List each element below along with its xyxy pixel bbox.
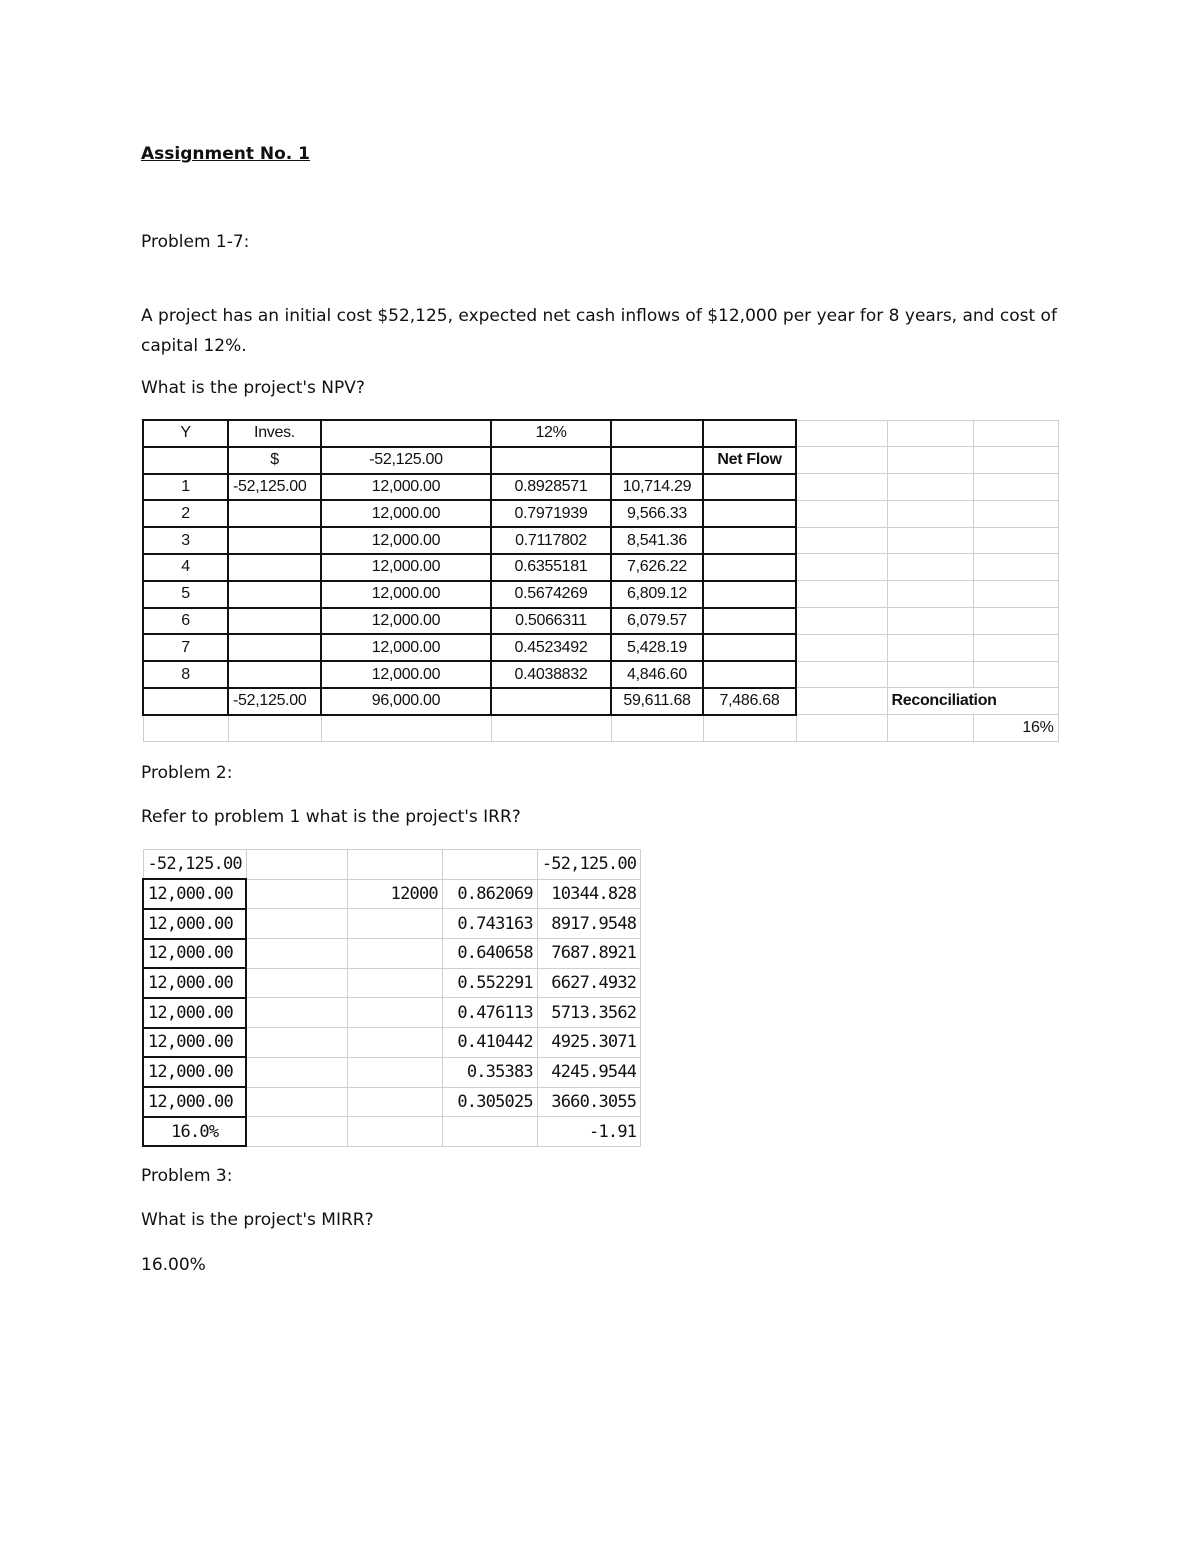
- table-cell: [887, 554, 973, 581]
- year-cell: 2: [143, 500, 228, 527]
- discount-factor-cell: 0.5674269: [491, 581, 611, 608]
- table-row: [143, 939, 641, 969]
- table-cell: [491, 688, 611, 715]
- table-cell: [321, 715, 491, 742]
- year-cell: 7: [143, 634, 228, 661]
- table-cell: [442, 1117, 537, 1147]
- table-cell: [347, 939, 442, 969]
- irr-table: [142, 849, 641, 1147]
- table-cell: $: [228, 447, 321, 474]
- problem2-question: Refer to problem 1 what is the project's IRR?: [141, 807, 521, 827]
- year-cell: 5: [143, 581, 228, 608]
- investment-cell: -52,125.00: [228, 474, 321, 501]
- table-cell: [347, 968, 442, 998]
- npv-rate-row: [143, 715, 1058, 742]
- table-cell: [703, 527, 796, 554]
- net-flow-label: Net Flow: [703, 447, 796, 474]
- present-value-cell: 7,626.22: [611, 554, 703, 581]
- table-cell: [887, 608, 973, 635]
- table-row: [143, 968, 641, 998]
- table-row: [143, 998, 641, 1028]
- table-cell: [887, 500, 973, 527]
- table-cell: [611, 715, 703, 742]
- table-cell: [347, 1087, 442, 1117]
- discount-factor-cell: 0.8928571: [491, 474, 611, 501]
- discount-factor-cell: 0.640658: [442, 939, 537, 969]
- present-value-cell: 9,566.33: [611, 500, 703, 527]
- table-cell: [887, 661, 973, 688]
- table-row: [143, 879, 641, 909]
- investment-cell: [228, 527, 321, 554]
- table-cell: [246, 998, 347, 1028]
- table-cell: [973, 661, 1058, 688]
- table-cell: [796, 420, 887, 447]
- table-cell: [973, 500, 1058, 527]
- table-cell: [143, 715, 228, 742]
- table-row: [143, 909, 641, 939]
- table-cell: [973, 474, 1058, 501]
- problem1-heading: Problem 1-7:: [141, 232, 250, 252]
- table-cell: [796, 527, 887, 554]
- table-row: [143, 1057, 641, 1087]
- table-cell: [246, 1028, 347, 1058]
- table-cell: -52,125.00: [537, 850, 640, 880]
- table-cell: [246, 1087, 347, 1117]
- irr-first-row: [143, 850, 641, 880]
- table-cell: [703, 474, 796, 501]
- discount-factor-cell: 0.743163: [442, 909, 537, 939]
- cashflow-cell: 12,000.00: [321, 554, 491, 581]
- year-cell: 6: [143, 608, 228, 635]
- present-value-cell: 5,428.19: [611, 634, 703, 661]
- page-title: Assignment No. 1: [141, 144, 310, 164]
- discount-factor-cell: 0.35383: [442, 1057, 537, 1087]
- cashflow-cell: 12,000.00: [143, 1057, 246, 1087]
- present-value-cell: 5713.3562: [537, 998, 640, 1028]
- table-cell: [491, 715, 611, 742]
- problem2-heading: Problem 2:: [141, 763, 233, 783]
- present-value-cell: 3660.3055: [537, 1087, 640, 1117]
- table-cell: [347, 909, 442, 939]
- table-row: [143, 634, 1058, 661]
- table-cell: [228, 715, 321, 742]
- present-value-cell: 10344.828: [537, 879, 640, 909]
- table-cell: [703, 661, 796, 688]
- investment-cell: [228, 500, 321, 527]
- total-investment-cell: -52,125.00: [228, 688, 321, 715]
- table-cell: [887, 474, 973, 501]
- table-cell: [973, 420, 1058, 447]
- table-row: [143, 527, 1058, 554]
- table-cell: [703, 634, 796, 661]
- cashflow-cell: 12,000.00: [321, 581, 491, 608]
- reconciliation-label: Reconciliation: [887, 688, 1058, 715]
- table-row: [143, 581, 1058, 608]
- table-cell: [887, 527, 973, 554]
- table-cell: [703, 715, 796, 742]
- table-cell: [347, 998, 442, 1028]
- cashflow-cell: 12,000.00: [143, 879, 246, 909]
- table-cell: 12000: [347, 879, 442, 909]
- discount-factor-cell: 0.552291: [442, 968, 537, 998]
- irr-result-row: [143, 1117, 641, 1147]
- table-cell: 12%: [491, 420, 611, 447]
- cashflow-cell: 12,000.00: [321, 500, 491, 527]
- present-value-cell: 8917.9548: [537, 909, 640, 939]
- table-cell: [347, 1057, 442, 1087]
- year-cell: 1: [143, 474, 228, 501]
- table-cell: [796, 554, 887, 581]
- problem3-question: What is the project's MIRR?: [141, 1210, 374, 1230]
- table-cell: [796, 474, 887, 501]
- investment-cell: [228, 554, 321, 581]
- investment-cell: [228, 634, 321, 661]
- table-cell: [703, 608, 796, 635]
- total-present-value-cell: 59,611.68: [611, 688, 703, 715]
- table-cell: [796, 688, 887, 715]
- present-value-cell: 4,846.60: [611, 661, 703, 688]
- table-cell: [143, 447, 228, 474]
- cashflow-cell: 12,000.00: [143, 968, 246, 998]
- cashflow-cell: 12,000.00: [143, 1087, 246, 1117]
- table-cell: [246, 1057, 347, 1087]
- discount-factor-cell: 0.7971939: [491, 500, 611, 527]
- table-cell: [973, 608, 1058, 635]
- table-cell: [442, 850, 537, 880]
- cashflow-cell: 12,000.00: [143, 998, 246, 1028]
- table-cell: [347, 1028, 442, 1058]
- table-row: [143, 500, 1058, 527]
- table-cell: -52,125.00: [321, 447, 491, 474]
- table-cell: [703, 420, 796, 447]
- present-value-cell: 6,809.12: [611, 581, 703, 608]
- table-cell: [796, 715, 887, 742]
- table-cell: [611, 447, 703, 474]
- cashflow-cell: 12,000.00: [321, 527, 491, 554]
- table-cell: [887, 581, 973, 608]
- table-cell: [321, 420, 491, 447]
- reconciliation-rate: 16%: [973, 715, 1058, 742]
- table-row: [143, 554, 1058, 581]
- table-cell: [887, 420, 973, 447]
- table-cell: -52,125.00: [143, 850, 246, 880]
- present-value-cell: 8,541.36: [611, 527, 703, 554]
- present-value-cell: 4925.3071: [537, 1028, 640, 1058]
- table-cell: [246, 1117, 347, 1147]
- year-cell: 4: [143, 554, 228, 581]
- table-cell: [887, 715, 973, 742]
- table-cell: [491, 447, 611, 474]
- table-row: [143, 1087, 641, 1117]
- discount-factor-cell: 0.305025: [442, 1087, 537, 1117]
- cashflow-cell: 12,000.00: [143, 909, 246, 939]
- table-cell: [246, 968, 347, 998]
- present-value-cell: 7687.8921: [537, 939, 640, 969]
- discount-factor-cell: 0.862069: [442, 879, 537, 909]
- cashflow-cell: 12,000.00: [321, 608, 491, 635]
- table-cell: [703, 581, 796, 608]
- table-row: [143, 1028, 641, 1058]
- npv-result-cell: 7,486.68: [703, 688, 796, 715]
- discount-factor-cell: 0.410442: [442, 1028, 537, 1058]
- year-cell: 8: [143, 661, 228, 688]
- problem3-heading: Problem 3:: [141, 1166, 233, 1186]
- present-value-cell: 6627.4932: [537, 968, 640, 998]
- irr-rate-cell: 16.0%: [143, 1117, 246, 1147]
- table-cell: [973, 447, 1058, 474]
- discount-factor-cell: 0.4523492: [491, 634, 611, 661]
- table-cell: [973, 581, 1058, 608]
- npv-total-row: [143, 688, 1058, 715]
- table-row: [143, 661, 1058, 688]
- present-value-cell: 6,079.57: [611, 608, 703, 635]
- table-cell: [246, 939, 347, 969]
- year-cell: 3: [143, 527, 228, 554]
- table-cell: Y: [143, 420, 228, 447]
- problem1-question: What is the project's NPV?: [141, 378, 365, 398]
- cashflow-cell: 12,000.00: [143, 939, 246, 969]
- table-cell: [611, 420, 703, 447]
- table-cell: [973, 527, 1058, 554]
- table-cell: [887, 634, 973, 661]
- table-cell: [796, 634, 887, 661]
- table-cell: [796, 581, 887, 608]
- cashflow-cell: 12,000.00: [321, 634, 491, 661]
- investment-cell: [228, 661, 321, 688]
- table-cell: [246, 850, 347, 880]
- investment-cell: [228, 608, 321, 635]
- table-cell: [796, 608, 887, 635]
- table-cell: [887, 447, 973, 474]
- table-cell: [347, 850, 442, 880]
- cashflow-cell: 12,000.00: [321, 474, 491, 501]
- table-cell: [973, 634, 1058, 661]
- table-cell: [347, 1117, 442, 1147]
- present-value-cell: 10,714.29: [611, 474, 703, 501]
- table-cell: [246, 909, 347, 939]
- table-row: [143, 474, 1058, 501]
- table-cell: [703, 554, 796, 581]
- discount-factor-cell: 0.476113: [442, 998, 537, 1028]
- table-cell: [143, 688, 228, 715]
- table-cell: [796, 500, 887, 527]
- discount-factor-cell: 0.4038832: [491, 661, 611, 688]
- problem1-statement: A project has an initial cost $52,125, expected net cash inflows of $12,000 per year for 8 years, and cost of capital 12%.: [141, 306, 1057, 356]
- problem3-answer: 16.00%: [141, 1255, 206, 1275]
- table-cell: [796, 661, 887, 688]
- table-cell: [973, 554, 1058, 581]
- investment-cell: [228, 581, 321, 608]
- npv-investment-row: [143, 447, 1058, 474]
- present-value-cell: 4245.9544: [537, 1057, 640, 1087]
- table-row: [143, 608, 1058, 635]
- cashflow-cell: 12,000.00: [321, 661, 491, 688]
- table-cell: [246, 879, 347, 909]
- table-cell: Inves.: [228, 420, 321, 447]
- table-cell: [796, 447, 887, 474]
- cashflow-cell: 12,000.00: [143, 1028, 246, 1058]
- npv-table: [142, 419, 1059, 742]
- discount-factor-cell: 0.7117802: [491, 527, 611, 554]
- discount-factor-cell: 0.6355181: [491, 554, 611, 581]
- table-cell: [703, 500, 796, 527]
- discount-factor-cell: 0.5066311: [491, 608, 611, 635]
- irr-residual-cell: -1.91: [537, 1117, 640, 1147]
- npv-header-row: [143, 420, 1058, 447]
- total-cashflow-cell: 96,000.00: [321, 688, 491, 715]
